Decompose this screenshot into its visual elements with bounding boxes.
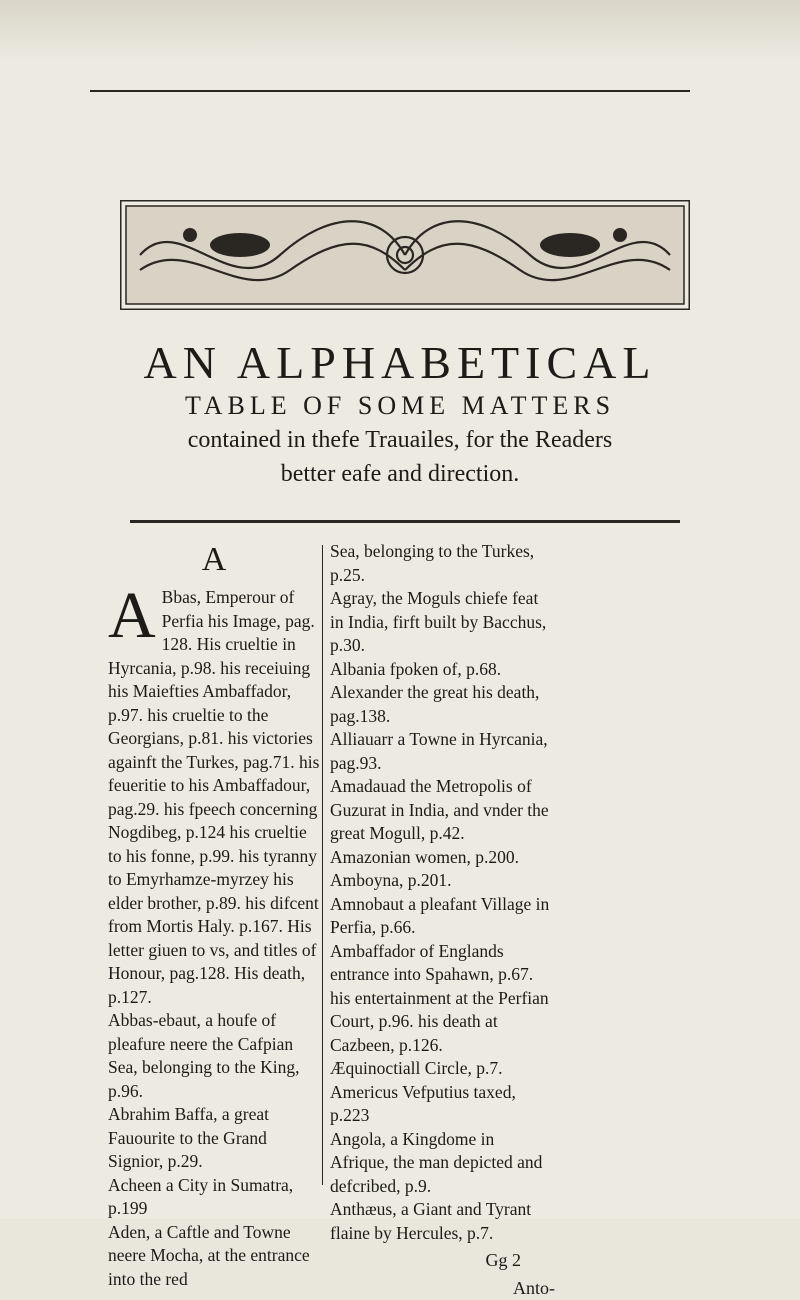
index-entry: Acheen a City in Sumatra, p.199: [108, 1174, 320, 1221]
title-block: [60, 340, 740, 489]
index-entry: Alliauarr a Towne in Hyrcania, pag.93.: [330, 728, 555, 775]
index-entry: Anthæus, a Giant and Tyrant flaine by Hercules, p.7.: [330, 1198, 555, 1245]
index-entry: Sea, belonging to the Turkes, p.25.: [330, 540, 555, 587]
index-entry: Aden, a Caftle and Towne neere Mocha, at the entrance into the red: [108, 1221, 320, 1292]
title-line-1: contained in thefe Trauailes, for the Readers: [60, 425, 740, 455]
signature-mark: Gg 2: [330, 1249, 555, 1273]
header-ornament: [120, 200, 690, 310]
page-subtitle: TABLE OF SOME MATTERS: [60, 392, 740, 421]
title-line-2: better eafe and direction.: [60, 459, 740, 489]
mid-rule: [130, 520, 680, 523]
index-entry: [108, 586, 320, 1009]
index-entry: Amnobaut a pleafant Village in Perfia, p.66.: [330, 893, 555, 940]
index-entry: Angola, a Kingdome in Afrique, the man depicted and defcribed, p.9.: [330, 1128, 555, 1199]
index-entry: Americus Vefputius taxed, p.223: [330, 1081, 555, 1128]
index-entry: Albania fpoken of, p.68.: [330, 658, 555, 682]
index-entry: Amadauad the Metropolis of Guzurat in India, and vnder the great Mogull, p.42.: [330, 775, 555, 846]
page-footer: [330, 1249, 555, 1300]
section-letter: A: [108, 540, 320, 580]
right-column: [330, 540, 555, 1300]
column-divider: [322, 545, 323, 1185]
index-entry: Agray, the Moguls chiefe feat in India, firft built by Bacchus, p.30.: [330, 587, 555, 658]
index-entry: Alexander the great his death, pag.138.: [330, 681, 555, 728]
index-entry: Abrahim Baffa, a great Fauourite to the Grand Signior, p.29.: [108, 1103, 320, 1174]
page-title: AN ALPHABETICAL: [60, 340, 740, 386]
drop-cap: A: [108, 588, 156, 644]
index-entry: Ambaffador of Englands entrance into Spahawn, p.67. his entertainment at the Perfian Court, p.96. his death at Cazbeen, p.126.: [330, 940, 555, 1058]
index-entry: Amazonian women, p.200.: [330, 846, 555, 870]
top-rule: [90, 90, 690, 92]
index-entry: Amboyna, p.201.: [330, 869, 555, 893]
entry-text: Bbas, Emperour of Perfia his Image, pag. 128. His crueltie in Hyrcania, p.98. his receiuing his Maiefties Ambaffador, p.97. his crueltie to the Georgians, p.81. his victories againft the Turkes, pag.71. his feueritie to his Ambaffadour, pag.29. his fpeech concerning Nogdibeg, p.124 his crueltie to his fonne, p.99. his tyranny to Emyrhamze-myrzey his elder brother, p.89. his difcent from Mortis Haly. p.167. His letter giuen to vs, and titles of Honour, pag.128. His death, p.127.: [108, 587, 319, 1007]
catchword: Anto-: [330, 1277, 555, 1300]
page-edge: [0, 0, 800, 60]
index-entry: Abbas-ebaut, a houfe of pleafure neere the Cafpian Sea, belonging to the King, p.96.: [108, 1009, 320, 1103]
left-column: [108, 540, 320, 1291]
index-entry: Æquinoctiall Circle, p.7.: [330, 1057, 555, 1081]
